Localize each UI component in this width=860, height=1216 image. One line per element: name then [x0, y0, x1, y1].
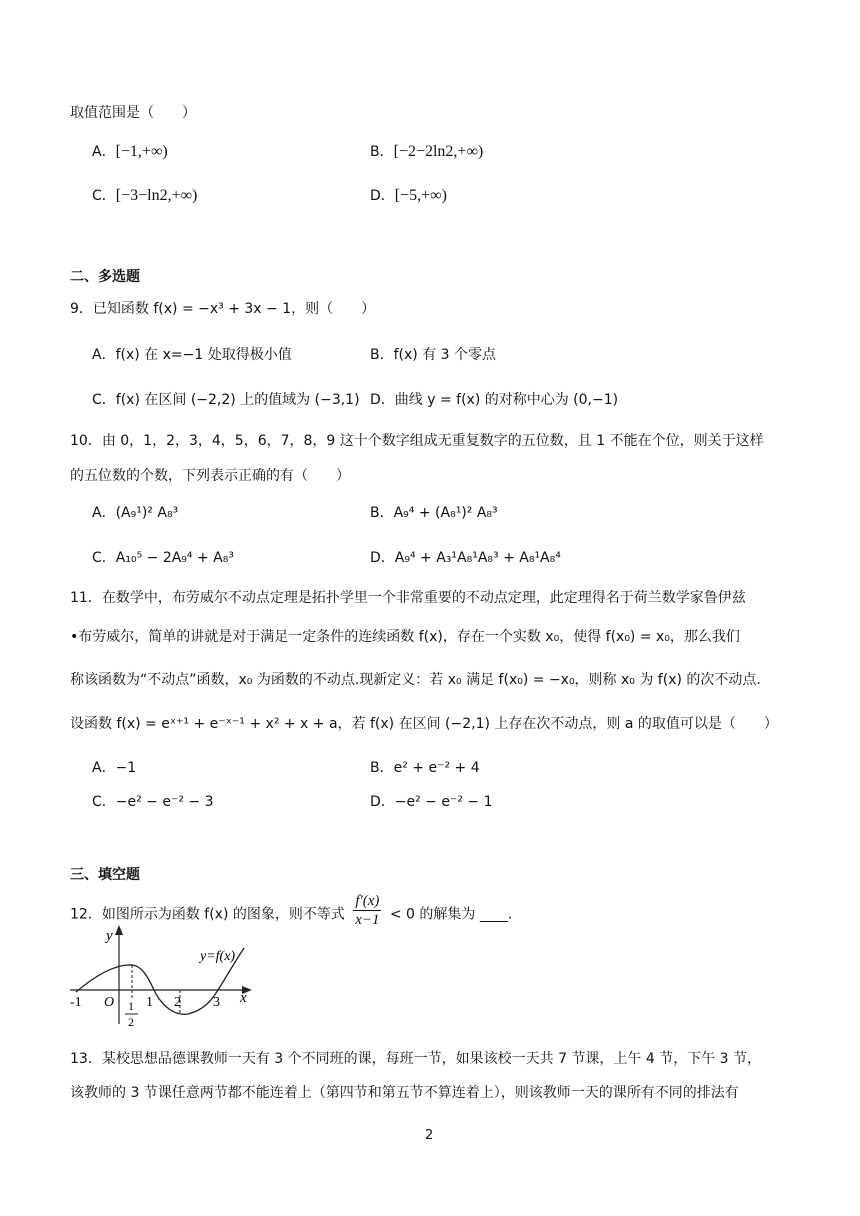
origin-label: O	[104, 995, 115, 1010]
q12-fraction-numerator: f′(x)	[355, 893, 380, 909]
x-axis-label: x	[240, 990, 247, 1006]
q10-option-a: A．(A₉¹)² A₈³	[92, 505, 179, 521]
q9-option-b: B．f(x) 有 3 个零点	[370, 347, 496, 363]
y-axis-label: y	[106, 928, 113, 944]
tick-label-neg1: -1	[70, 995, 82, 1010]
q9-stem: 9．已知函数 f(x) = −x³ + 3x − 1，则（ ）	[70, 301, 376, 317]
curve-label: y=f(x)	[200, 949, 236, 964]
q10-stem-line2: 的五位数的个数，下列表示正确的有（ ）	[70, 468, 350, 484]
q8-option-b: B．[−2−2ln2,+∞)	[370, 143, 484, 160]
q10-option-b: B．A₉⁴ + (A₈¹)² A₈³	[370, 505, 498, 521]
q11-stem-line4: 设函数 f(x) = eˣ⁺¹ + e⁻ˣ⁻¹ + x² + x + a，若 f(x) 在区间 (−2,1) 上存在次不动点，则 a 的取值可以是（ ）	[70, 716, 778, 732]
tick-label-half-numerator: 1	[128, 999, 134, 1013]
q10-option-c: C．A₁₀⁵ − 2A₉⁴ + A₈³	[92, 550, 234, 566]
q10-option-d: D．A₉⁴ + A₃¹A₈¹A₈³ + A₈¹A₈⁴	[370, 550, 561, 566]
q9-option-c: C．f(x) 在区间 (−2,2) 上的值域为 (−3,1)	[92, 392, 360, 408]
q12-stem-pre: 12．如图所示为函数 f(x) 的图象，则不等式	[70, 906, 345, 923]
tick-label-1: 1	[146, 995, 153, 1010]
function-graph	[66, 920, 262, 1032]
q12-stem-post: < 0 的解集为 ____.	[389, 906, 513, 923]
page-number: 2	[425, 1128, 434, 1143]
q8-option-c: C．[−3−ln2,+∞)	[92, 187, 198, 204]
q8-option-a: A．[−1,+∞)	[92, 143, 168, 160]
q11-stem-line2: •布劳威尔，简单的讲就是对于满足一定条件的连续函数 f(x)，存在一个实数 x₀，使得 f(x₀) = x₀，那么我们	[70, 629, 740, 645]
q8-tail: 取值范围是（ ）	[70, 105, 196, 121]
tick-label-3: 3	[213, 995, 220, 1010]
tick-label-half-denominator: 2	[128, 1015, 134, 1029]
q11-option-d: D．−e² − e⁻² − 1	[370, 794, 493, 810]
section-heading-multi-choice: 二、多选题	[70, 269, 140, 285]
q13-stem-line2: 该教师的 3 节课任意两节都不能连着上（第四节和第五节不算连着上），则该教师一天的课所有不同的排法有	[70, 1085, 739, 1101]
q13-stem-line1: 13．某校思想品德课教师一天有 3 个不同班的课，每班一节，如果该校一天共 7 节课，上午 4 节，下午 3 节，	[70, 1051, 762, 1067]
q11-option-b: B．e² + e⁻² + 4	[370, 760, 480, 776]
q11-stem-line1: 11．在数学中，布劳威尔不动点定理是拓扑学里一个非常重要的不动点定理，此定理得名于荷兰数学家鲁伊兹	[70, 590, 746, 606]
q10-stem-line1: 10．由 0，1，2，3，4，5，6，7，8，9 这十个数字组成无重复数字的五位数，且 1 不能在个位，则关于这样	[70, 433, 764, 449]
q9-option-a: A．f(x) 在 x=−1 处取得极小值	[92, 347, 292, 363]
tick-label-2: 2	[174, 995, 181, 1010]
q11-stem-line3: 称该函数为“不动点”函数，x₀ 为函数的不动点.现新定义：若 x₀ 满足 f(x₀) = −x₀，则称 x₀ 为 f(x) 的次不动点.	[70, 672, 761, 688]
q11-option-a: A．−1	[92, 760, 137, 776]
q8-option-d: D．[−5,+∞)	[370, 187, 447, 204]
q9-option-d: D．曲线 y = f(x) 的对称中心为 (0,−1)	[370, 392, 619, 408]
q12-fraction	[353, 892, 381, 929]
q11-option-c: C．−e² − e⁻² − 3	[92, 794, 214, 810]
q12-fraction-denominator: x−1	[355, 912, 380, 928]
y-axis-arrow	[115, 925, 123, 935]
section-heading-fill-in: 三、填空题	[70, 867, 140, 883]
